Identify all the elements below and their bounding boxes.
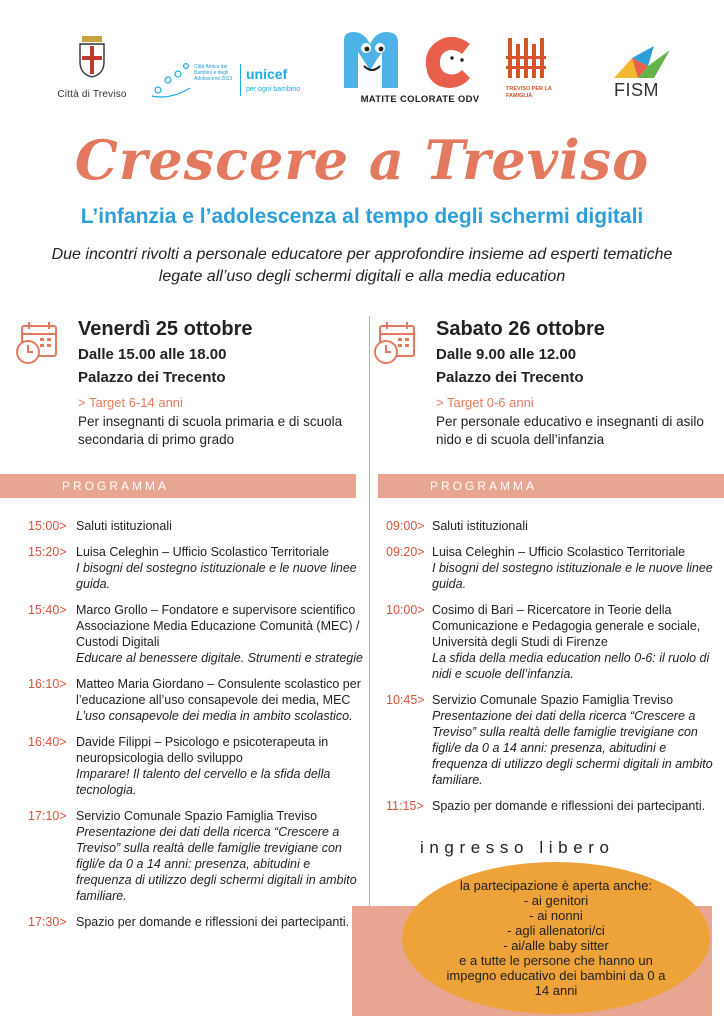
program-text: Servizio Comunale Spazio Famiglia Treviso	[432, 693, 674, 707]
program-item	[0, 914, 364, 930]
program-title: Educare al benessere digitale. Strumenti e strategie	[76, 651, 363, 665]
program-list-left	[0, 518, 364, 930]
program-item	[376, 602, 716, 682]
event-place: Palazzo dei Trecento	[78, 369, 226, 386]
program-title: L’uso consapevole dei media in ambito scolastico.	[76, 709, 353, 723]
event-target: > Target 6-14 anni	[78, 395, 183, 410]
program-time: 17:30>	[28, 915, 67, 929]
program-item	[0, 676, 364, 724]
partecipazione-outro: e a tutte le persone che hanno un impegno educativo dei bambini da 0 a 14 anni	[446, 953, 666, 998]
page-subtitle: L’infanzia e l’adolescenza al tempo degli schermi digitali	[80, 205, 644, 228]
program-header-left: PROGRAMMA	[0, 474, 356, 498]
program-title: Presentazione dei dati della ricerca “Crescere a Treviso” sulla realtà delle famiglie trevigiane con figli/e da 0 a 14 anni: presenza, abitudini e frequenza di utilizzo degli schermi digitali in ambito familiare.	[76, 825, 357, 903]
program-item	[0, 518, 364, 534]
event-day: Sabato 26 ottobre	[436, 318, 605, 340]
program-text: Cosimo di Bari – Ricercatore in Teorie della Comunicazione e Pedagogia generale e sociale, Università degli Studi di Firenze	[432, 603, 701, 649]
program-item	[0, 734, 364, 798]
famiglia-label: TREVISO PER LA FAMIGLIA	[506, 86, 552, 99]
program-item	[0, 602, 364, 666]
program-text: Matteo Maria Giordano – Consulente scolastico per l’educazione all’uso consapevole dei media, MEC	[76, 677, 361, 707]
children-circle-icon	[150, 60, 192, 100]
event-target: > Target 0-6 anni	[436, 395, 534, 410]
event-hours: Dalle 9.00 alle 12.00	[436, 346, 577, 363]
ingresso-libero: ingresso libero	[420, 838, 615, 857]
program-text: Saluti istituzionali	[76, 519, 172, 533]
program-text: Spazio per domande e riflessioni dei partecipanti.	[432, 799, 706, 813]
matite-colorate-label: MATITE COLORATE ODV	[360, 94, 480, 105]
program-time: 17:10>	[28, 809, 67, 823]
partecipazione-intro: la partecipazione è aperta anche:	[459, 878, 653, 893]
logos-header	[0, 0, 724, 120]
calendar-clock-icon	[14, 320, 60, 366]
event-audience: Per insegnanti di scuola primaria e di scuola secondaria di primo grado	[78, 414, 343, 447]
matite-colorate-logo	[340, 30, 500, 108]
program-text: Marco Grollo – Fondatore e supervisore scientifico Associazione Media Educazione Comunità (MEC) / Custodi Digitali	[76, 603, 360, 649]
program-text: Luisa Celeghin – Ufficio Scolastico Territoriale	[432, 545, 686, 559]
fism-logo	[608, 44, 678, 104]
citta-di-treviso-logo	[44, 34, 140, 106]
program-title: I bisogni del sostegno istituzionale e le nuove linee guida.	[432, 561, 713, 591]
program-text: Servizio Comunale Spazio Famiglia Treviso	[76, 809, 318, 823]
program-text: Davide Filippi – Psicologo e psicoterapeuta in neuropsicologia dello sviluppo	[76, 735, 329, 765]
program-item	[376, 518, 716, 534]
calendar-clock-icon	[372, 320, 418, 366]
program-time: 15:40>	[28, 603, 67, 617]
partecipazione-line: - ai genitori	[523, 893, 589, 908]
program-time: 15:20>	[28, 545, 67, 559]
partecipazione-ellipse	[402, 862, 710, 1014]
program-title: Imparare! Il talento del cervello e la sfida della tecnologia.	[76, 767, 331, 797]
event-day: Venerdì 25 ottobre	[78, 318, 253, 340]
page-title: Crescere a Treviso	[74, 128, 650, 192]
program-time: 09:20>	[386, 545, 425, 559]
program-time: 15:00>	[28, 519, 67, 533]
partecipazione-line: - ai/alle baby sitter	[503, 938, 609, 953]
program-title: La sfida della media education nello 0-6: il ruolo di nidi e scuole dell’infanzia.	[432, 651, 710, 681]
program-title: I bisogni del sostegno istituzionale e le nuove linee guida.	[76, 561, 357, 591]
event-hours: Dalle 15.00 alle 18.00	[78, 346, 227, 363]
unicef-separator	[240, 64, 241, 96]
citta-amica-label: Città Amica dei Bambini e degli Adolescenti 2023	[194, 64, 233, 82]
treviso-per-la-famiglia-logo	[506, 36, 566, 102]
fism-label: FISM	[614, 80, 659, 100]
program-time: 11:15>	[386, 799, 424, 813]
program-time: 16:40>	[28, 735, 67, 749]
treviso-crest-icon	[76, 34, 108, 78]
program-item	[376, 798, 716, 814]
unicef-logo	[150, 60, 310, 104]
program-item	[0, 544, 364, 592]
program-list-right	[376, 518, 716, 814]
program-text: Saluti istituzionali	[432, 519, 528, 533]
famiglia-bars-icon	[506, 36, 546, 82]
fism-triangle-icon	[608, 44, 672, 80]
mc-letters-icon	[340, 30, 500, 92]
partecipazione-line: - ai nonni	[529, 908, 583, 923]
program-text: Spazio per domande e riflessioni dei partecipanti.	[76, 915, 350, 929]
program-item	[376, 692, 716, 788]
unicef-label: unicef	[246, 66, 288, 82]
program-header-right: PROGRAMMA	[378, 474, 724, 498]
program-time: 09:00>	[386, 519, 425, 533]
program-title: Presentazione dei dati della ricerca “Crescere a Treviso” sulla realtà delle famiglie trevigiane con figli/e da 0 a 14 anni: presenza, abitudini e frequenza di utilizzo degli schermi digitali in ambito familiare.	[432, 709, 713, 787]
event-place: Palazzo dei Trecento	[436, 369, 584, 386]
program-time: 10:00>	[386, 603, 425, 617]
program-text: Luisa Celeghin – Ufficio Scolastico Territoriale	[76, 545, 330, 559]
event-audience: Per personale educativo e insegnanti di asilo nido e di scuola dell’infanzia	[436, 414, 704, 447]
program-item	[376, 544, 716, 592]
program-time: 10:45>	[386, 693, 425, 707]
partecipazione-line: - agli allenatori/ci	[507, 923, 605, 938]
program-item	[0, 808, 364, 904]
unicef-subtitle: per ogni bambino	[246, 86, 301, 93]
intro-text: Due incontri rivolti a personale educatore per approfondire insieme ad esperti tematiche legate all’uso degli schermi digitali e alla media education	[51, 246, 673, 285]
program-time: 16:10>	[28, 677, 67, 691]
citta-di-treviso-label: Città di Treviso	[57, 89, 127, 100]
